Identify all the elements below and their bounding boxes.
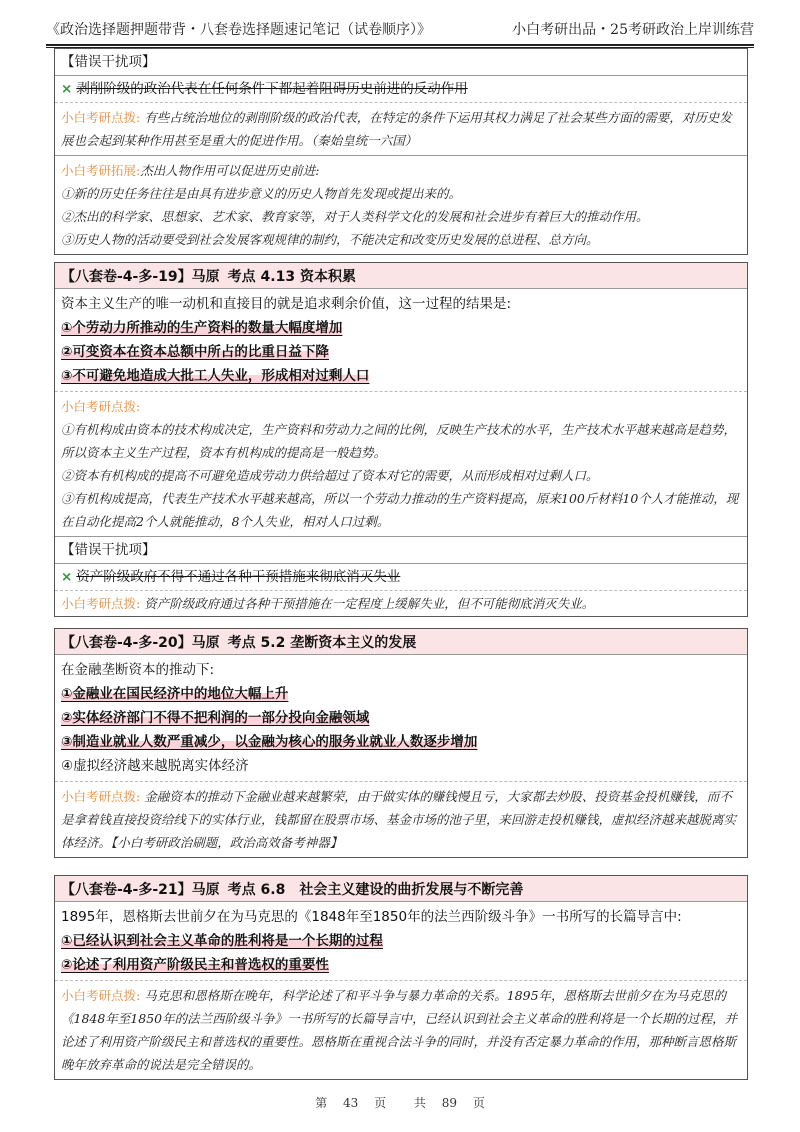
- cross-icon: ×: [61, 81, 73, 97]
- distractor-row: [55, 75, 747, 102]
- extension-item: ②杰出的科学家、思想家、艺术家、教育家等，对于人类科学文化的发展和社会进步有着巨大的推动作用。: [61, 209, 649, 224]
- question-card-21: [54, 875, 748, 1080]
- answer-option: ③不可避免地造成大批工人失业，形成相对过剩人口: [61, 368, 370, 384]
- header-rule: [46, 44, 754, 46]
- analysis-tag: 小白考研点拨:: [61, 110, 141, 125]
- analysis-tag: 小白考研点拨:: [61, 988, 141, 1003]
- header-left-title: 《政治选择题押题带背・八套卷选择题速记笔记（试卷顺序）》: [46, 22, 431, 38]
- question-card-19: [54, 262, 748, 617]
- analysis-item: ①有机构成由资本的技术构成决定，生产资料和劳动力之间的比例，反映生产技术的水平，生产技术水平越来越高是趋势，所以资本主义生产过程，资本有机构成的提高是一般趋势。: [61, 422, 737, 460]
- question-title: [55, 629, 747, 655]
- analysis-item: ②资本有机构成的提高不可避免造成劳动力供给超过了资本对它的需要，从而形成相对过剩人口。: [61, 468, 599, 483]
- analysis-block: [55, 102, 747, 155]
- distractor-text: 资产阶级政府不得不通过各种干预措施来彻底消灭失业: [76, 569, 401, 585]
- question-body: [55, 902, 747, 980]
- extension-item: ③历史人物的活动要受到社会发展客观规律的制约，不能决定和改变历史发展的总进程、总方向。: [61, 232, 599, 247]
- question-code: 【八套卷-4-多-21】: [61, 881, 192, 898]
- answer-option: ②可变资本在资本总额中所占的比重日益下降: [61, 344, 329, 360]
- question-subject: 马原: [191, 268, 220, 285]
- analysis-block: [55, 781, 747, 857]
- distractor-row: [55, 563, 747, 590]
- question-body: [55, 289, 747, 391]
- question-stem: 1895年，恩格斯去世前夕在为马克思的《1848年至1850年的法兰西阶级斗争》一书所写的长篇导言中:: [61, 909, 682, 925]
- question-title: [55, 876, 747, 902]
- analysis-tag: 小白考研点拨:: [61, 596, 141, 611]
- page-header: [46, 14, 754, 44]
- question-point: 考点 6.8 社会主义建设的曲折发展与不断完善: [227, 881, 524, 898]
- page-footer: [0, 1094, 800, 1111]
- analysis-block: [55, 980, 747, 1079]
- answer-option: ①个劳动力所推动的生产资料的数量大幅度增加: [61, 320, 343, 336]
- question-point: 考点 4.13 资本积累: [227, 268, 356, 285]
- page-number: 第 43 页: [315, 1096, 387, 1110]
- distractor-label: 【错误干扰项】: [61, 54, 156, 70]
- answer-option: ①已经认识到社会主义革命的胜利将是一个长期的过程: [61, 933, 383, 949]
- extension-item: ①新的历史任务往往是由具有进步意义的历史人物首先发现或提出来的。: [61, 186, 462, 201]
- question-subject: 马原: [191, 881, 220, 898]
- answer-option: ②实体经济部门不得不把利润的一部分投向金融领域: [61, 710, 370, 726]
- answer-option: ①金融业在国民经济中的地位大幅上升: [61, 686, 289, 702]
- question-stem: 在金融垄断资本的推动下:: [61, 662, 215, 678]
- cross-icon: ×: [61, 569, 73, 585]
- analysis-tag: 小白考研点拨:: [61, 399, 141, 414]
- analysis-text: 金融资本的推动下金融业越来越繁荣，由于做实体的赚钱慢且亏，大家都去炒股、投资基金投机赚钱，而不是拿着钱直接投资给线下的实体行业，钱都留在股票市场、基金市场的池子里，来回游走投机赚钱，虚拟经济越来越脱离实体经济。【小白考研政治刷题，政治高效备考神器】: [61, 789, 737, 850]
- extension-title: 杰出人物作用可以促进历史前进:: [140, 163, 320, 178]
- distractor-analysis: [55, 590, 747, 616]
- question-code: 【八套卷-4-多-19】: [61, 268, 192, 285]
- answer-option: ③制造业就业人数严重减少，以金融为核心的服务业就业人数逐步增加: [61, 734, 478, 750]
- question-subject: 马原: [191, 634, 220, 651]
- answer-option: ②论述了利用资产阶级民主和普选权的重要性: [61, 957, 329, 973]
- analysis-text: 马克思和恩格斯在晚年，科学论述了和平斗争与暴力革命的关系。1895年，恩格斯去世前夕在为马克思的《1848年至1850年的法兰西阶级斗争》一书所写的长篇导言中，已经认识到社会主义革命的胜利将是一个长期的过程，并论述了利用资产阶级民主和普选权的重要性。恩格斯在重视合法斗争的同时，并没有否定暴力革命的作用，那种断言恩格斯晚年放弃革命的说法是完全错误的。: [61, 988, 738, 1072]
- section-continuation: [54, 48, 748, 255]
- extension-tag: 小白考研拓展:: [61, 163, 141, 178]
- analysis-item: ③有机构成提高，代表生产技术水平越来越高，所以一个劳动力推动的生产资料提高，原来100斤材料10个人才能推动，现在自动化提高2个人就能推动，8个人失业，相对人口过剩。: [61, 491, 739, 529]
- analysis-block: [55, 391, 747, 536]
- question-body: [55, 655, 747, 781]
- question-title: [55, 263, 747, 289]
- distractor-label: 【错误干扰项】: [55, 536, 747, 563]
- analysis-tag: 小白考研点拨:: [61, 789, 141, 804]
- plain-option: ④虚拟经济越来越脱离实体经济: [61, 758, 249, 774]
- extension-block: [55, 155, 747, 254]
- header-right-title: 小白考研出品・25考研政治上岸训练营: [512, 22, 754, 38]
- question-code: 【八套卷-4-多-20】: [61, 634, 192, 651]
- analysis-text: 有些占统治地位的剥削阶级的政治代表，在特定的条件下运用其权力满足了社会某些方面的需要，对历史发展也会起到某种作用甚至是重大的促进作用。（秦始皇统一六国）: [61, 110, 732, 148]
- question-point: 考点 5.2 垄断资本主义的发展: [227, 634, 417, 651]
- page-total: 共 89 页: [413, 1096, 485, 1110]
- question-stem: 资本主义生产的唯一动机和直接目的就是追求剩余价值，这一过程的结果是:: [61, 296, 512, 312]
- analysis-text: 资产阶级政府通过各种干预措施在一定程度上缓解失业，但不可能彻底消灭失业。: [144, 596, 595, 611]
- distractor-text: 剥削阶级的政治代表在任何条件下都起着阻碍历史前进的反动作用: [76, 81, 468, 97]
- question-card-20: [54, 628, 748, 858]
